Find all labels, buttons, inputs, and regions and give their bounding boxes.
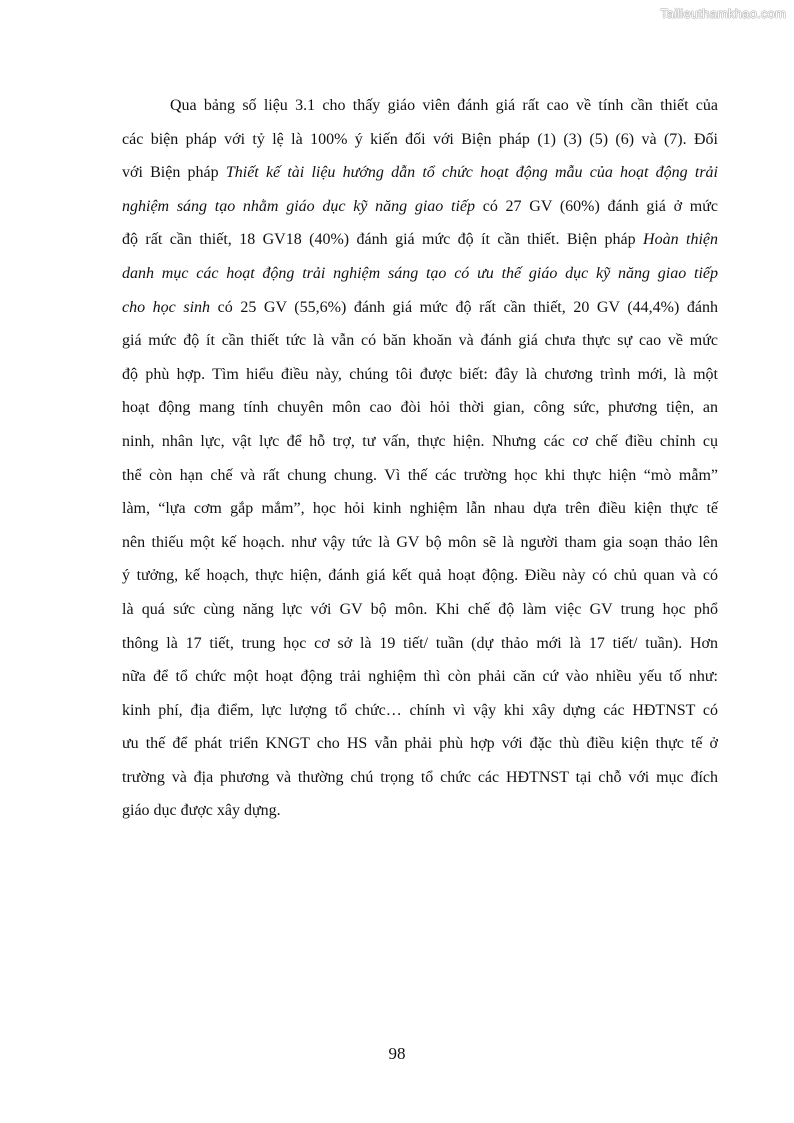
text-segment: độ phù hợp. Tìm hiểu điều này, chúng tôi được biết: đây là chương trình mới, là một (122, 365, 718, 383)
text-segment: ưu thế để phát triển KNGT cho HS vẫn phải phù hợp với đặc thù điều kiện thực tế ở (122, 735, 718, 753)
italic-segment: cho học sinh (122, 298, 211, 316)
text-segment: là quá sức cùng năng lực với GV bộ môn. Khi chế độ làm việc GV trung học phổ (122, 600, 718, 618)
text-segment: làm, “lựa cơm gắp mắm”, học hỏi kinh nghiệm lẫn nhau dựa trên điều kiện thực tế (122, 500, 718, 518)
text-line (122, 391, 718, 425)
text-line (122, 425, 718, 459)
text-line (122, 794, 718, 828)
text-segment: độ rất cần thiết, 18 GV18 (40%) đánh giá mức độ ít cần thiết. Biện pháp (122, 231, 644, 249)
text-segment: trường và địa phương và thường chú trọng tổ chức các HĐTNST tại chỗ với mục đích (122, 768, 718, 786)
text-line (122, 459, 718, 493)
text-segment: giáo dục được xây dựng. (122, 802, 281, 820)
body-paragraph (122, 89, 718, 828)
text-line (122, 559, 718, 593)
text-segment: nên thiếu một kế hoạch. như vậy tức là GV bộ môn sẽ là người tham gia soạn thảo lên (122, 533, 718, 551)
text-line (122, 89, 718, 123)
text-segment: các biện pháp với tỷ lệ là 100% ý kiến đối với Biện pháp (1) (3) (5) (6) và (7). Đối (122, 130, 718, 148)
text-line (122, 761, 718, 795)
text-segment: thông là 17 tiết, trung học cơ sở là 19 tiết/ tuần (dự thảo mới là 17 tiết/ tuần). Hơn (122, 634, 718, 652)
text-segment: có 27 GV (60%) đánh giá ở mức (475, 197, 719, 215)
watermark: Tailieuthamkhao.com (660, 6, 786, 21)
text-segment: với Biện pháp (122, 164, 226, 182)
text-segment: có 25 GV (55,6%) đánh giá mức độ rất cần thiết, 20 GV (44,4%) đánh (210, 298, 718, 316)
text-line (122, 324, 718, 358)
text-line (122, 593, 718, 627)
text-segment: thể còn hạn chế và rất chung chung. Vì thế các trường học khi thực hiện “mò mẫm” (122, 466, 718, 484)
text-segment: Qua bảng số liệu 3.1 cho thấy giáo viên đánh giá rất cao về tính cần thiết của (170, 97, 718, 114)
text-line (122, 627, 718, 661)
text-line (122, 223, 718, 257)
text-segment: giá mức độ ít cần thiết tức là vẫn có băn khoăn và đánh giá chưa thực sự cao về mức (122, 332, 718, 350)
italic-segment: Hoàn thiện (643, 231, 719, 249)
italic-segment: Thiết kế tài liệu hướng dẫn tổ chức hoạt động mẫu của hoạt động trải (225, 164, 718, 182)
text-line (122, 358, 718, 392)
page-number: 98 (388, 1044, 406, 1063)
text-segment: ý tưởng, kế hoạch, thực hiện, đánh giá kết quả hoạt động. Điều này có chủ quan và có (122, 567, 718, 585)
text-segment: kinh phí, địa điểm, lực lượng tổ chức… chính vì vậy khi xây dựng các HĐTNST có (122, 701, 718, 719)
text-segment: hoạt động mang tính chuyên môn cao đòi hỏi thời gian, công sức, phương tiện, an (122, 399, 718, 417)
text-line (122, 291, 718, 325)
text-line (122, 257, 718, 291)
text-line (122, 660, 718, 694)
text-segment: nữa để tổ chức một hoạt động trải nghiệm thì còn phải căn cứ vào nhiều yếu tố như: (122, 668, 718, 686)
text-line (122, 190, 718, 224)
text-line (122, 156, 718, 190)
italic-segment: danh mục các hoạt động trải nghiệm sáng tạo có ưu thế giáo dục kỹ năng giao tiếp (122, 264, 718, 282)
text-line (122, 727, 718, 761)
text-line (122, 694, 718, 728)
text-line (122, 123, 718, 157)
text-line (122, 526, 718, 560)
text-line (122, 492, 718, 526)
text-segment: ninh, nhân lực, vật lực để hỗ trợ, tư vấn, thực hiện. Nhưng các cơ chế điều chỉnh cụ (122, 432, 718, 450)
italic-segment: nghiệm sáng tạo nhằm giáo dục kỹ năng giao tiếp (122, 197, 476, 215)
